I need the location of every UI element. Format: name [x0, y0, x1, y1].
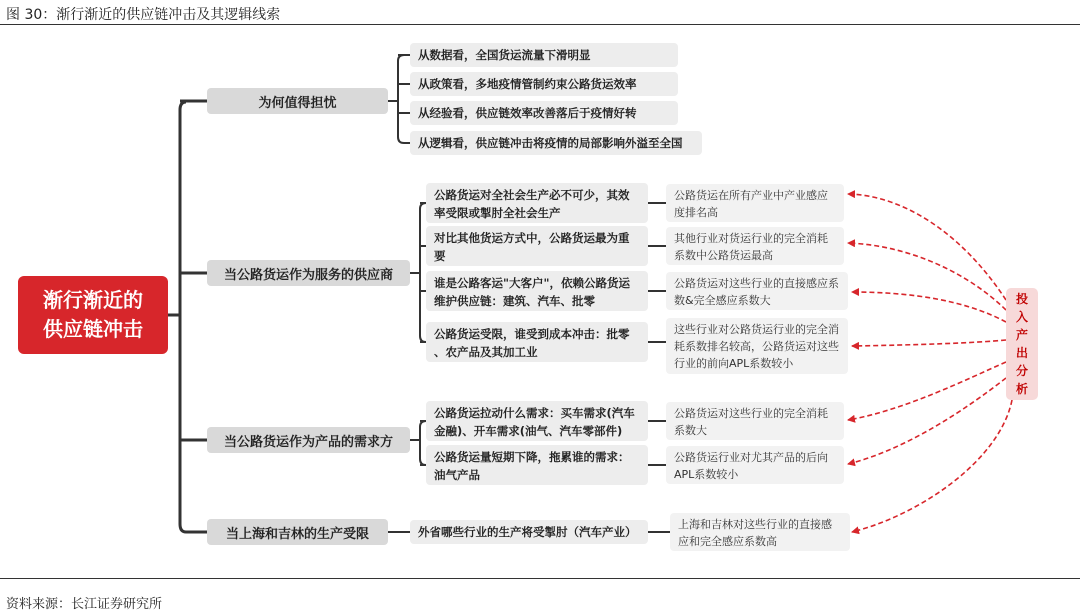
branch-why-worry: 为何值得担忧: [207, 88, 388, 114]
io-arrow-1: [848, 194, 1006, 300]
root-line-2: 供应链冲击: [43, 317, 143, 341]
why-item-data: 从数据看，全国货运流量下滑明显: [410, 43, 678, 67]
root-line-1: 渐行渐近的: [43, 288, 143, 312]
root-node: [18, 276, 168, 354]
service-item-comparison: 对比其他货运方式中，公路货运最为重要: [426, 226, 648, 266]
branch-shanghai-jilin: 当上海和吉林的生产受限: [207, 519, 388, 545]
service-item-essential: 公路货运对全社会生产必不可少，其效率受限或掣肘全社会生产: [426, 183, 648, 223]
note-consumption-highest: 其他行业对货运行业的完全消耗系数中公路货运最高: [666, 227, 844, 265]
why-item-policy: 从政策看，多地疫情管制约束公路货运效率: [410, 72, 678, 96]
branch2-bracket: [420, 203, 426, 342]
io-char-4: 出: [1015, 346, 1028, 360]
note-induction-coefficients: 公路货运对这些行业的直接感应系数&完全感应系数大: [666, 272, 848, 310]
note-apl-backward: 公路货运行业对尤其产品的后向APL系数较小: [666, 446, 844, 484]
io-char-6: 析: [1015, 382, 1028, 396]
figure-caption: 图 30：渐行渐近的供应链冲击及其逻辑线索: [6, 7, 281, 23]
input-output-analysis-box: [1006, 288, 1038, 400]
why-item-experience: 从经验看，供应链效率改善落后于疫情好转: [410, 101, 678, 125]
note-consumption-large: 公路货运对这些行业的完全消耗系数大: [666, 402, 844, 440]
note-apl-forward: 这些行业对公路货运行业的完全消耗系数排名较高，公路货运对这些行业的前向APL系数较小: [666, 318, 848, 374]
why-item-logic: 从逻辑看，供应链冲击将疫情的局部影响外溢至全国: [410, 131, 702, 155]
io-arrow-3: [852, 292, 1006, 322]
demand-item-drag: 公路货运量短期下降，拖累谁的需求：油气产品: [426, 445, 648, 485]
io-arrow-6: [848, 378, 1006, 464]
note-shanghai-jilin: 上海和吉林对这些行业的直接感应和完全感应系数高: [670, 513, 850, 551]
note-induction-rank: 公路货运在所有产业中产业感应度排名高: [666, 184, 844, 222]
branch1-bracket: [398, 55, 404, 143]
io-arrow-2: [848, 243, 1006, 310]
io-arrow-4: [852, 340, 1006, 346]
demand-item-pull: 公路货运拉动什么需求：买车需求(汽车金融)、开车需求(油气、汽车零部件): [426, 401, 648, 441]
service-item-cost-shock: 公路货运受限，谁受到成本冲击：批零 、农产品及其加工业: [426, 322, 648, 362]
io-char-5: 分: [1015, 364, 1028, 378]
service-item-big-clients: 谁是公路客运"大客户"，依赖公路货运维护供应链：建筑、汽车、批零: [426, 271, 648, 311]
level1-trunk: [180, 102, 186, 532]
branch-demand-side: 当公路货运作为产品的需求方: [207, 427, 410, 453]
branch-service-supplier: 当公路货运作为服务的供应商: [207, 260, 410, 286]
source-note: 资料来源：长江证券研究所: [6, 597, 163, 612]
io-arrow-5: [848, 362, 1006, 420]
io-arrow-7: [852, 400, 1012, 532]
io-char-1: 投: [1015, 292, 1028, 306]
io-char-3: 产: [1015, 328, 1028, 342]
io-char-2: 入: [1015, 310, 1028, 324]
bottom-divider: [0, 578, 1080, 579]
shanghai-item-other-provinces: 外省哪些行业的生产将受掣肘（汽车产业）: [410, 520, 648, 544]
